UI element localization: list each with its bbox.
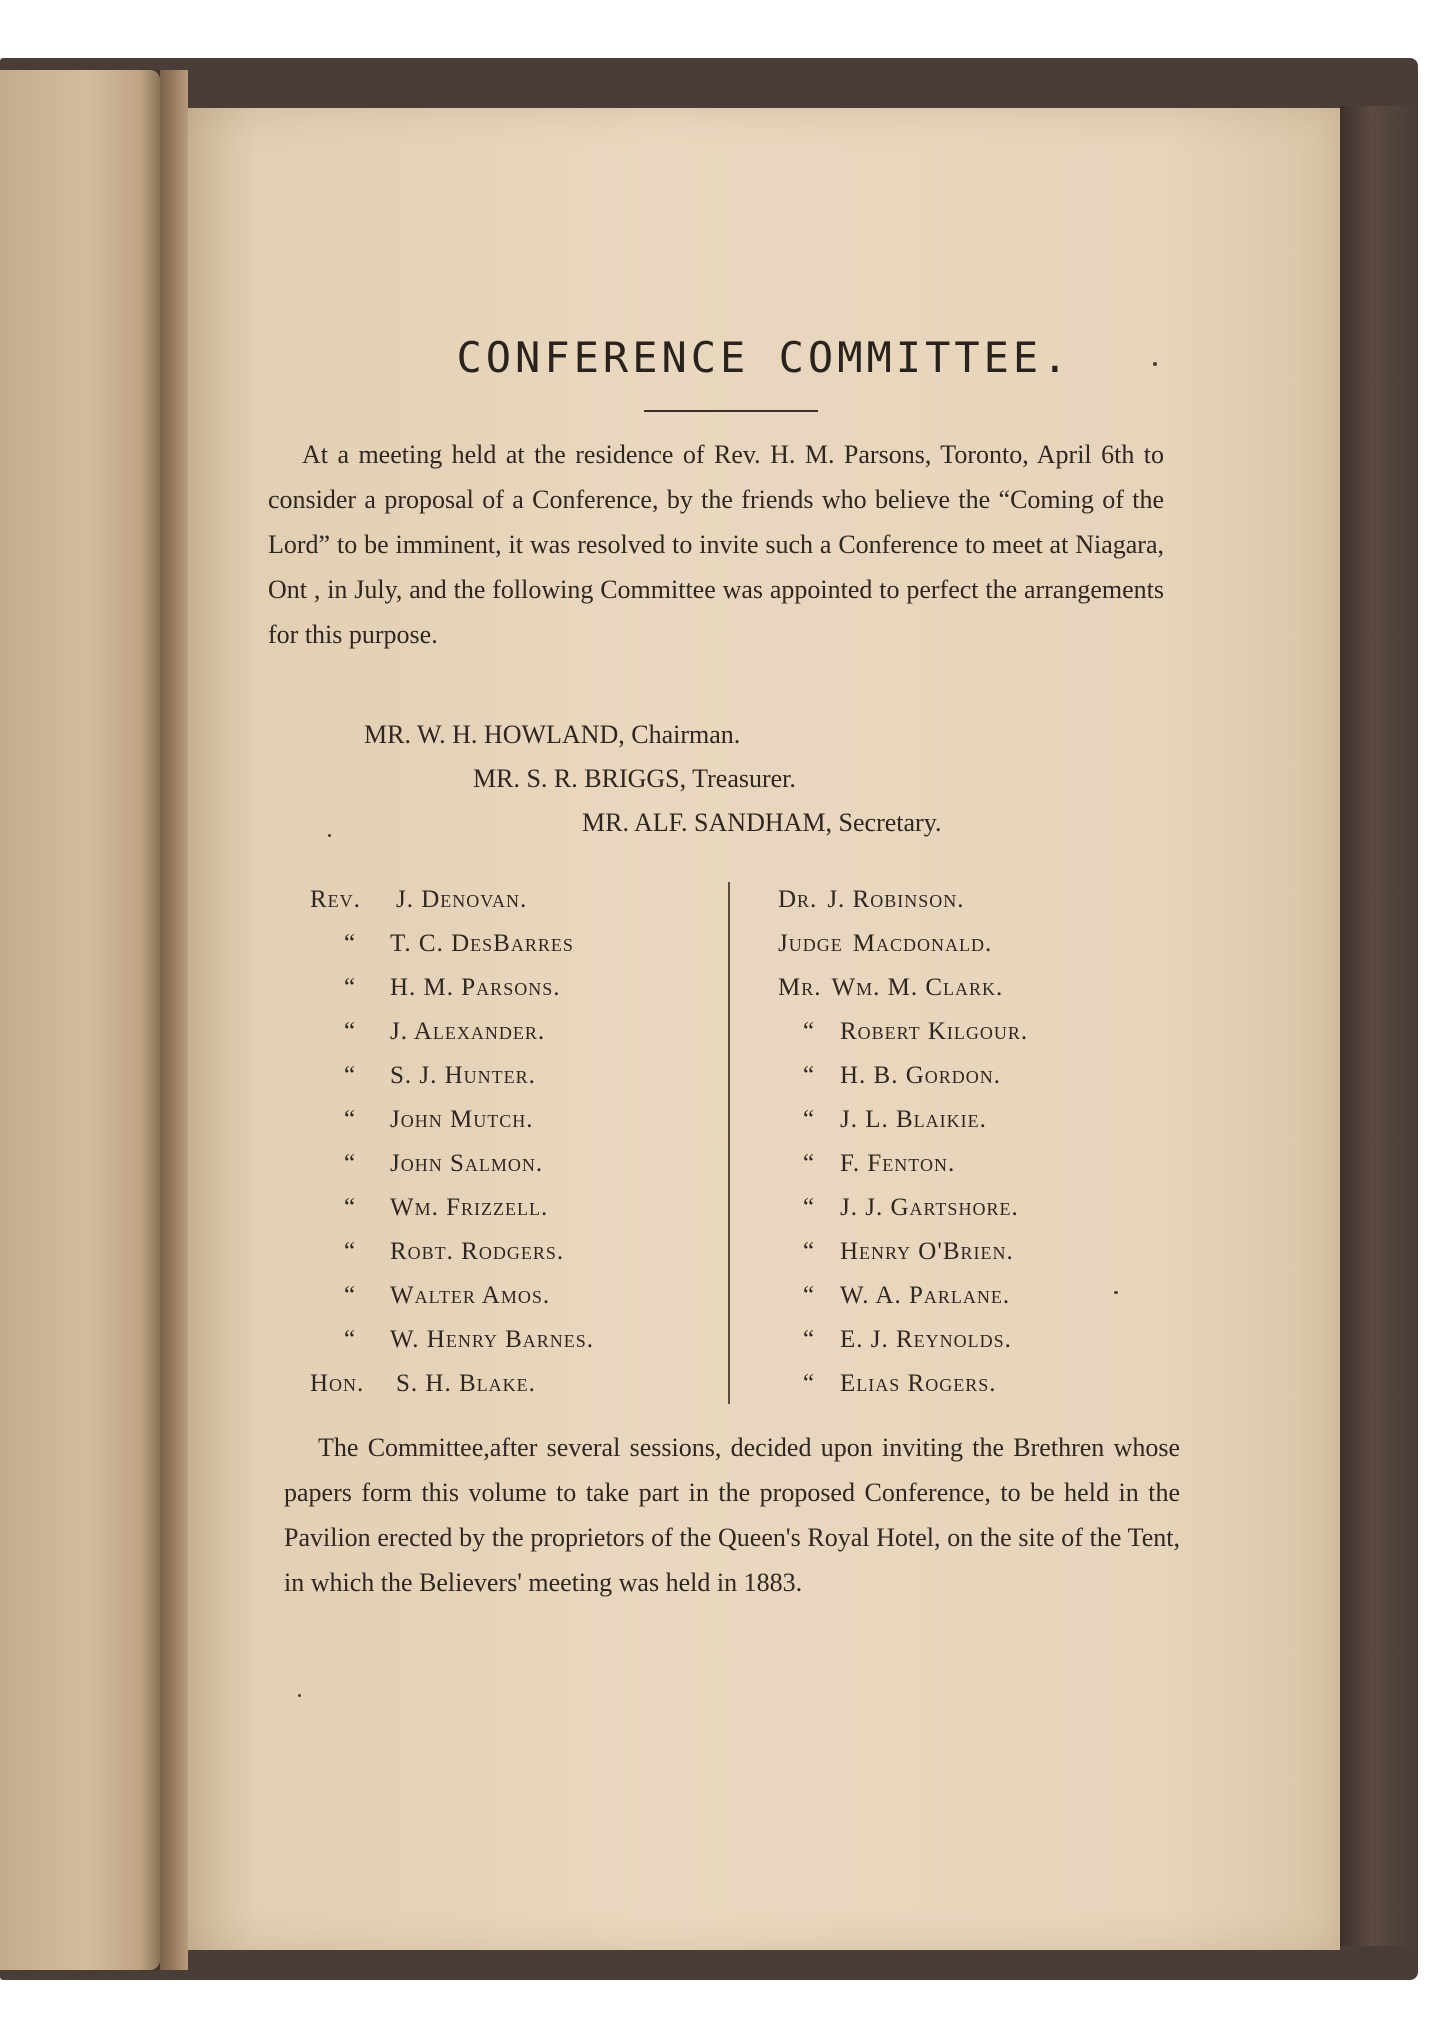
member-list-right (778, 878, 1028, 1406)
member-row (778, 1054, 1028, 1098)
officer-role: , Secretary. (825, 808, 942, 837)
ditto-mark: “ (343, 1062, 357, 1089)
member-row (778, 1098, 1028, 1142)
member-name: W. Henry Barnes. (390, 1326, 595, 1353)
member-name: H. M. Parsons. (390, 974, 561, 1001)
book-back-cover-edge (1340, 106, 1418, 1946)
member-name: Robt. Rodgers. (390, 1238, 565, 1265)
member-row (310, 1186, 594, 1230)
officer-name: MR. ALF. SANDHAM (582, 808, 826, 837)
member-name: T. C. DesBarres (390, 930, 574, 957)
ditto-mark: “ (802, 1282, 816, 1309)
member-name: Elias Rogers. (840, 1370, 997, 1397)
ditto-mark: “ (343, 1326, 357, 1353)
officer-treasurer (473, 764, 796, 794)
member-prefix: Dr. (778, 886, 818, 913)
member-prefix: Rev. (310, 886, 361, 913)
member-row (310, 1230, 594, 1274)
member-name: Walter Amos. (390, 1282, 551, 1309)
member-row (778, 878, 1028, 922)
member-list-left (310, 878, 594, 1406)
paper-speck (1114, 1291, 1118, 1294)
ditto-mark: “ (343, 1106, 357, 1133)
member-row (310, 1142, 594, 1186)
member-row (778, 1186, 1028, 1230)
ditto-mark: “ (802, 1062, 816, 1089)
member-name: J. L. Blaikie. (840, 1106, 987, 1133)
member-row (778, 1010, 1028, 1054)
title-underline (644, 410, 818, 412)
officer-name: MR. W. H. HOWLAND (364, 720, 619, 749)
officer-name: MR. S. R. BRIGGS (473, 764, 680, 793)
member-row (310, 1098, 594, 1142)
ditto-mark: “ (343, 1194, 357, 1221)
member-row (310, 1318, 594, 1362)
member-name: John Mutch. (390, 1106, 534, 1133)
paper-speck (328, 834, 331, 837)
member-name: Wm. M. Clark. (831, 974, 1004, 1001)
ditto-mark: “ (802, 1326, 816, 1353)
member-name: F. Fenton. (840, 1150, 956, 1177)
member-name: Macdonald. (852, 930, 993, 957)
paper-speck (1153, 362, 1157, 366)
member-row (778, 966, 1028, 1010)
ditto-mark: “ (343, 1150, 357, 1177)
ditto-mark: “ (343, 974, 357, 1001)
member-row (778, 922, 1028, 966)
officer-role: , Treasurer. (679, 764, 796, 793)
officer-role: , Chairman. (618, 720, 741, 749)
member-row (310, 1010, 594, 1054)
ditto-mark: “ (343, 930, 357, 957)
ditto-mark: “ (802, 1150, 816, 1177)
member-name: J. J. Gartshore. (840, 1194, 1019, 1221)
member-row (310, 878, 594, 922)
paper-speck (298, 1694, 301, 1697)
member-name: Wm. Frizzell. (390, 1194, 549, 1221)
member-name: J. Robinson. (827, 886, 965, 913)
closing-paragraph: The Committee,after several sessions, decided upon inviting the Brethren whose papers form this volume to take part in the proposed Conference, to be held in the Pavilion erected by the proprietors of the Queen's Royal Hotel, on the site of the Tent, in which the Believers' meeting was held in 1883. (284, 1433, 1180, 1597)
member-name: Henry O'Brien. (840, 1238, 1014, 1265)
member-name: E. J. Reynolds. (840, 1326, 1012, 1353)
page-title: CONFERENCE COMMITTEE. (456, 333, 1072, 382)
member-name: John Salmon. (390, 1150, 544, 1177)
book-gutter (160, 70, 188, 1970)
member-name: J. Denovan. (396, 886, 528, 913)
member-prefix: Mr. (778, 974, 822, 1001)
ditto-mark: “ (343, 1238, 357, 1265)
intro-paragraph: At a meeting held at the residence of Rev. H. M. Parsons, Toronto, April 6th to consider a proposal of a Conference, by the friends who believe the “Coming of the Lord” to be imminent, it was resolved to invite such a Conference to meet at Niagara, Ont , in July, and the following Committee was appointed to perfect the arrangements for this purpose. (268, 440, 1164, 649)
member-name: W. A. Parlane. (840, 1282, 1011, 1309)
member-name: S. J. Hunter. (390, 1062, 536, 1089)
ditto-mark: “ (802, 1106, 816, 1133)
member-row (310, 1362, 594, 1406)
member-name: S. H. Blake. (396, 1370, 536, 1397)
member-prefix: Judge (778, 930, 843, 957)
member-prefix: Hon. (310, 1370, 365, 1397)
left-page-edge (0, 70, 160, 1970)
member-row (310, 966, 594, 1010)
ditto-mark: “ (802, 1370, 816, 1397)
ditto-mark: “ (343, 1282, 357, 1309)
member-row (310, 922, 594, 966)
member-row (778, 1318, 1028, 1362)
member-row (778, 1362, 1028, 1406)
officer-secretary (582, 808, 942, 838)
member-row (778, 1274, 1028, 1318)
member-name: Robert Kilgour. (840, 1018, 1029, 1045)
officer-chairman (364, 720, 740, 750)
member-row (778, 1142, 1028, 1186)
member-name: H. B. Gordon. (840, 1062, 1002, 1089)
ditto-mark: “ (343, 1018, 357, 1045)
ditto-mark: “ (802, 1018, 816, 1045)
ditto-mark: “ (802, 1194, 816, 1221)
member-name: J. Alexander. (390, 1018, 546, 1045)
member-row (778, 1230, 1028, 1274)
book-page (188, 108, 1340, 1950)
column-divider (728, 882, 730, 1404)
member-row (310, 1054, 594, 1098)
member-row (310, 1274, 594, 1318)
ditto-mark: “ (802, 1238, 816, 1265)
